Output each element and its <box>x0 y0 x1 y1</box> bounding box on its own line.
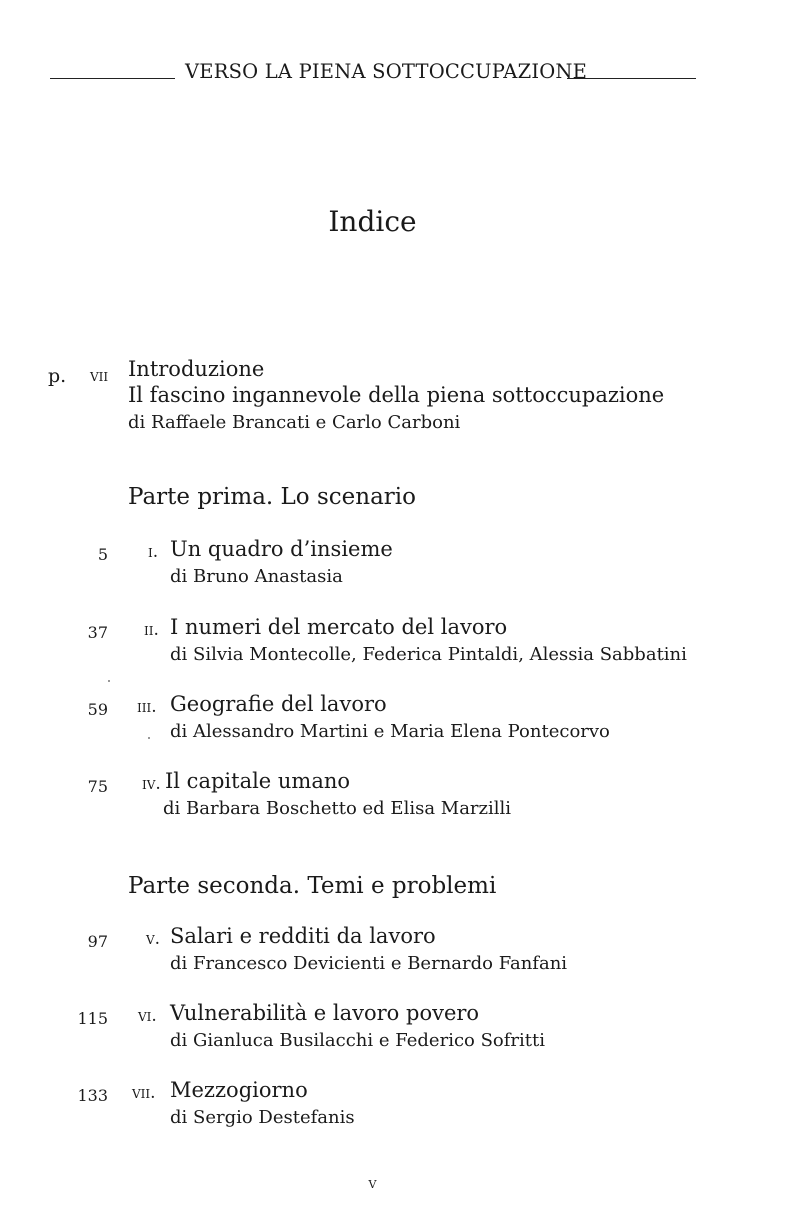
chapter-authors: di Francesco Devicienti e Bernardo Fanfani <box>170 953 568 974</box>
chapter-title: I numeri del mercato del lavoro <box>170 615 508 639</box>
intro-label: Introduzione <box>128 357 265 381</box>
chapter-title: Vulnerabilità e lavoro povero <box>170 1001 480 1025</box>
chapter-authors: di Gianluca Busilacchi e Federico Sofritti <box>170 1030 546 1051</box>
header-rule-right <box>567 78 696 79</box>
chapter-page-number: 97 <box>87 932 108 951</box>
intro-page-prefix: p. <box>48 365 67 387</box>
chapter-numeral: i. <box>148 542 159 562</box>
chapter-numeral: iii. <box>137 697 157 717</box>
header-rule-left <box>50 78 175 79</box>
chapter-numeral: vii. <box>132 1083 156 1103</box>
chapter-title: Mezzogiorno <box>170 1078 308 1102</box>
scan-speck <box>148 737 150 739</box>
running-title: VERSO LA PIENA SOTTOCCUPAZIONE <box>185 60 588 83</box>
chapter-title: Il capitale umano <box>165 769 351 793</box>
chapter-authors: di Bruno Anastasia <box>170 566 343 587</box>
chapter-title: Salari e redditi da lavoro <box>170 924 436 948</box>
chapter-title: Geografie del lavoro <box>170 692 387 716</box>
part-title: Parte seconda. Temi e problemi <box>128 873 497 899</box>
chapter-numeral: iv. <box>142 774 161 794</box>
page-title: Indice <box>328 205 417 238</box>
part-title: Parte prima. Lo scenario <box>128 484 416 510</box>
chapter-page-number: 133 <box>77 1086 108 1105</box>
intro-authors: di Raffaele Brancati e Carlo Carboni <box>128 412 461 433</box>
intro-page-number: vii <box>90 366 109 386</box>
chapter-authors: di Sergio Destefanis <box>170 1107 355 1128</box>
chapter-title: Un quadro d’insieme <box>170 537 393 561</box>
chapter-page-number: 5 <box>97 545 108 564</box>
scan-speck <box>108 680 110 682</box>
chapter-authors: di Silvia Montecolle, Federica Pintaldi, Alessia Sabbatini <box>170 644 687 665</box>
chapter-page-number: 37 <box>87 623 108 642</box>
chapter-page-number: 115 <box>77 1009 108 1028</box>
chapter-page-number: 59 <box>87 700 108 719</box>
intro-subtitle: Il fascino ingannevole della piena sottoccupazione <box>128 383 665 407</box>
chapter-authors: di Barbara Boschetto ed Elisa Marzilli <box>163 798 512 819</box>
chapter-numeral: v. <box>146 929 161 949</box>
chapter-page-number: 75 <box>87 777 108 796</box>
chapter-numeral: vi. <box>138 1006 157 1026</box>
chapter-numeral: ii. <box>144 620 159 640</box>
chapter-authors: di Alessandro Martini e Maria Elena Pontecorvo <box>170 721 610 742</box>
page-folio: v <box>368 1173 377 1192</box>
